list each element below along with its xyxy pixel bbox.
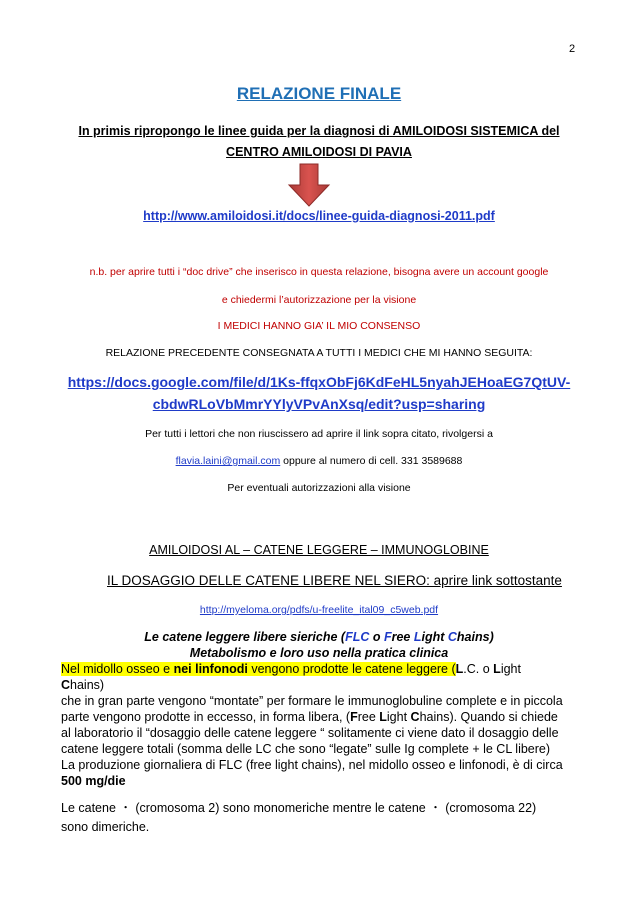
phone-text: oppure al numero di cell. 331 3589688 bbox=[280, 455, 463, 467]
body-line-8: 500 mg/die bbox=[61, 774, 126, 788]
down-arrow-icon bbox=[287, 163, 331, 207]
intro-line-2: CENTRO AMILOIDOSI DI PAVIA bbox=[226, 145, 412, 159]
body-line-9: Le catene ・ (cromosoma 2) sono monomeriche mentre le catene ・ (cromosoma 22) bbox=[61, 801, 537, 815]
authorization-note: Per eventuali autorizzazioni alla visione bbox=[227, 482, 411, 494]
drive-link-line-2[interactable]: cbdwRLoVbMmrYYlyVPvAnXsq/edit?usp=sharing bbox=[152, 396, 486, 412]
consent-note: I MEDICI HANNO GIA’ IL MIO CONSENSO bbox=[217, 320, 421, 332]
previous-report-label: RELAZIONE PRECEDENTE CONSEGNATA A TUTTI I MEDICI CHE MI HANNO SEGUITA: bbox=[105, 347, 533, 359]
page-number: 2 bbox=[569, 43, 576, 55]
body-line-5: al laboratorio il “dosaggio delle catene leggere “ solitamente ci viene dato il dosaggio delle bbox=[61, 726, 559, 740]
section-title: Le catene leggere libere sieriche (FLC o Free Light Chains) bbox=[144, 630, 494, 644]
body-line-4: parte vengono prodotte in eccesso, in forma libera, (Free Light Chains). Quando si chiede bbox=[61, 710, 558, 724]
section-subtitle: Metabolismo e loro uso nella pratica clinica bbox=[189, 646, 449, 660]
body-line-7: La produzione giornaliera di FLC (free light chains), nel midollo osseo e linfonodi, è di circa bbox=[61, 758, 563, 772]
page-title: RELAZIONE FINALE bbox=[236, 84, 402, 103]
body-line-1: Nel midollo osseo e nei linfonodi vengono prodotte le catene leggere (L.C. o Light bbox=[61, 662, 521, 676]
body-line-3: che in gran parte vengono “montate” per formare le immunoglobuline complete e in piccola bbox=[61, 694, 563, 708]
nb-line-1: n.b. per aprire tutti i “doc drive” che inserisco in questa relazione, bisogna avere un account google bbox=[89, 266, 549, 278]
myeloma-link[interactable]: http://myeloma.org/pdfs/u-freelite_ital09_c5web.pdf bbox=[199, 604, 439, 616]
body-line-2: Chains) bbox=[61, 678, 105, 692]
section-subheading: IL DOSAGGIO DELLE CATENE LIBERE NEL SIERO: aprire link sottostante bbox=[107, 573, 562, 588]
section-heading: AMILOIDOSI AL – CATENE LEGGERE – IMMUNOGLOBINE bbox=[149, 543, 489, 557]
contact-line-2 bbox=[0, 455, 638, 467]
nb-line-2: e chiedermi l’autorizzazione per la visione bbox=[221, 294, 417, 306]
intro-line-1: In primis ripropongo le linee guida per la diagnosi di AMILOIDOSI SISTEMICA del bbox=[78, 124, 560, 138]
contact-line-1: Per tutti i lettori che non riuscissero ad aprire il link sopra citato, rivolgersi a bbox=[145, 428, 493, 440]
body-line-6: catene leggere totali (somma delle LC che sono “legate” sulle Ig complete + le CL libere) bbox=[61, 742, 551, 756]
email-link[interactable]: flavia.laini@gmail.com bbox=[175, 455, 281, 467]
drive-link-line-1[interactable]: https://docs.google.com/file/d/1Ks-ffqxObFj6KdFeHL5nyahJEHoaEG7QtUV- bbox=[67, 374, 571, 390]
guidelines-link[interactable]: http://www.amiloidosi.it/docs/linee-guida-diagnosi-2011.pdf bbox=[143, 209, 495, 223]
body-line-10: sono dimeriche. bbox=[61, 820, 150, 834]
